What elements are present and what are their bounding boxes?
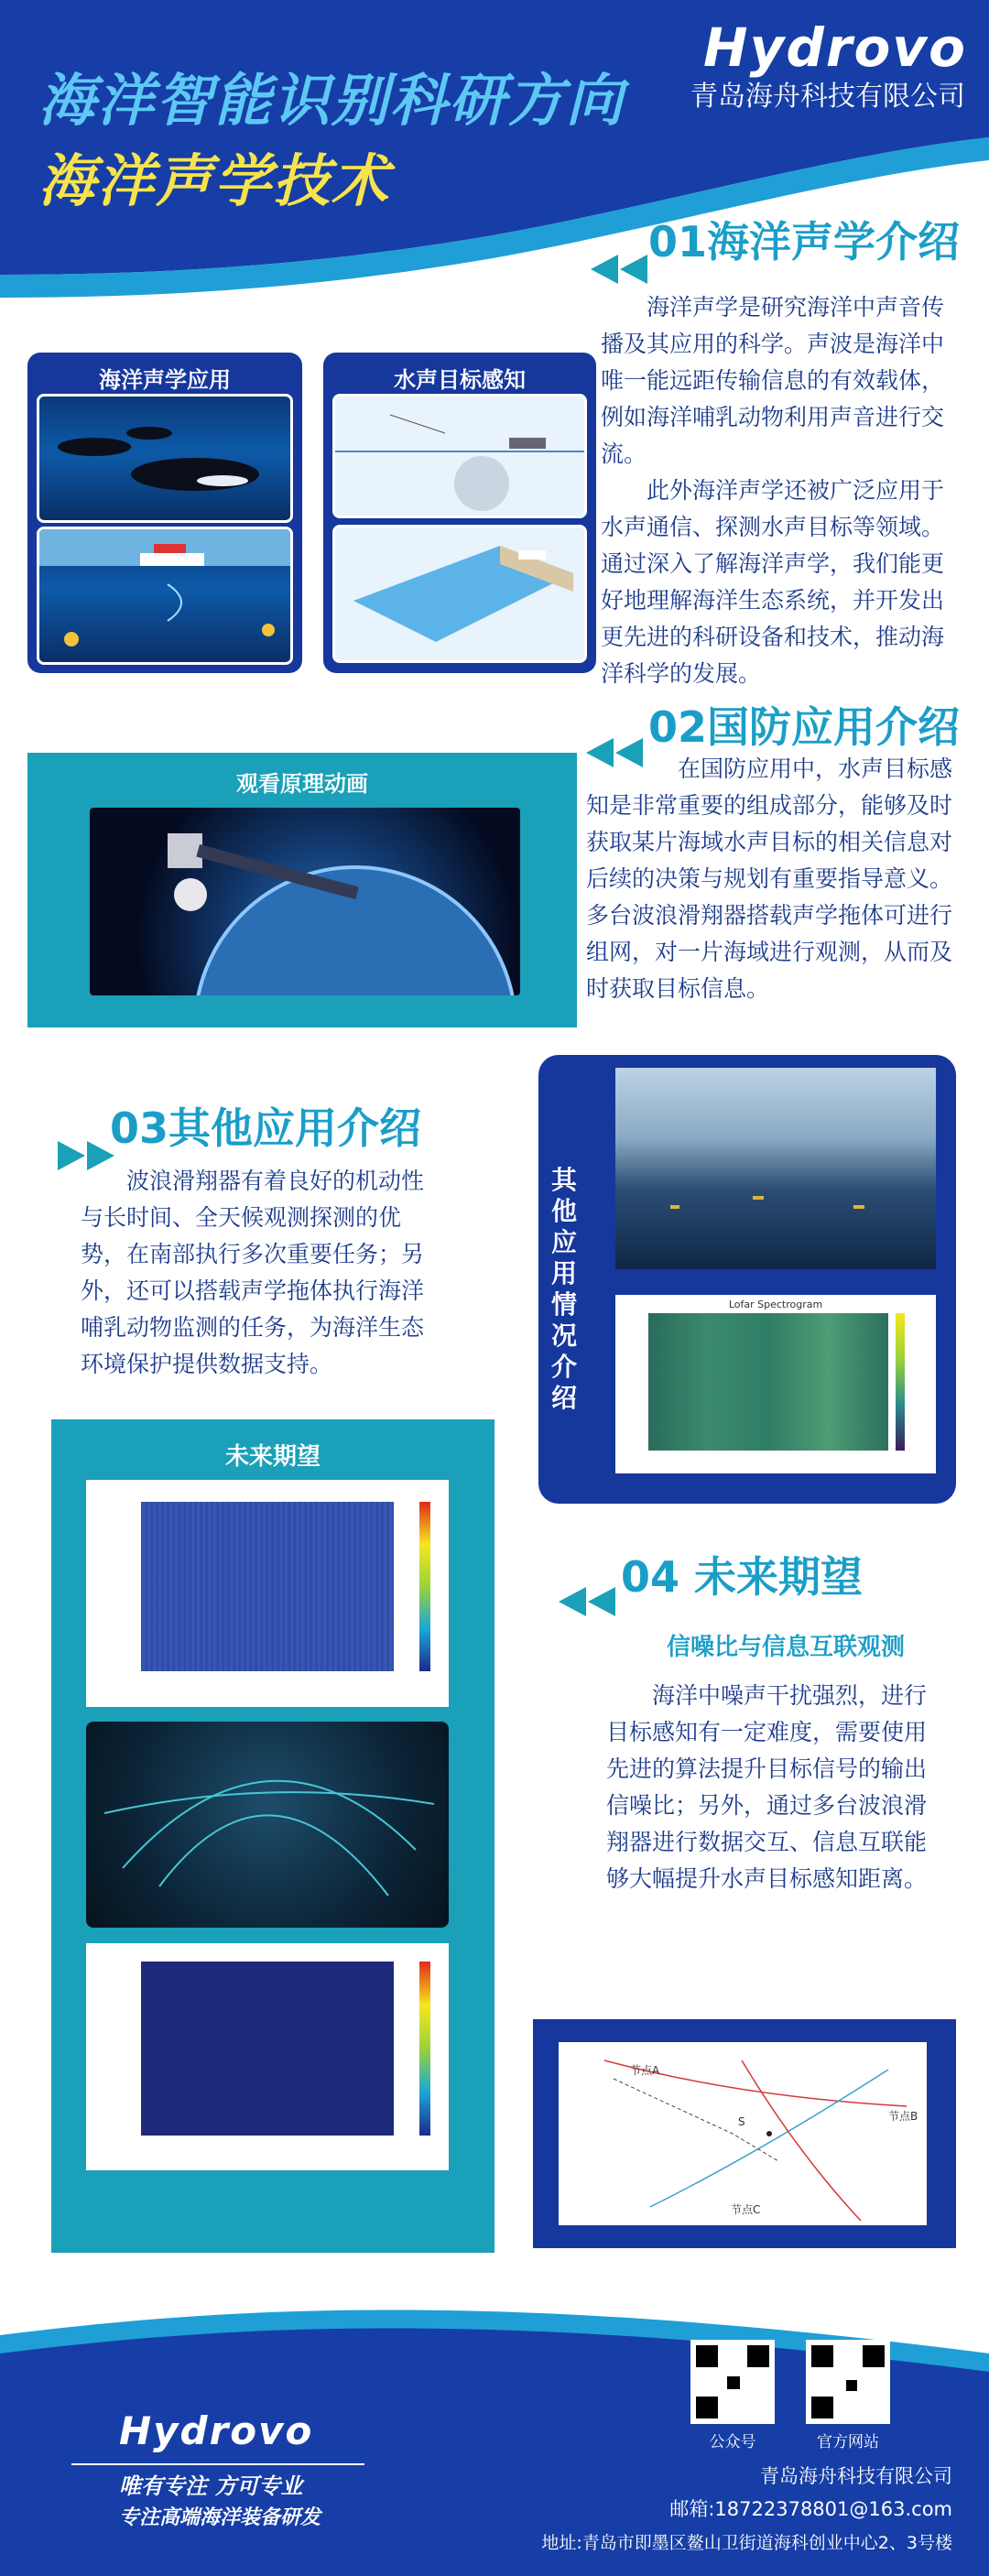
side-title: 其他应用情况介绍 (551, 1165, 578, 1413)
footer-divider (71, 2463, 364, 2465)
qr-label-wechat: 公众号 (709, 2433, 756, 2451)
sub-title: 海洋声学技术 (38, 147, 391, 214)
sensing-diagram-icon (335, 397, 584, 516)
spectrogram-plot (648, 1313, 888, 1451)
lofar-plot (141, 1502, 394, 1671)
section1-paragraph-1: 海洋声学是研究海洋中声音传播及其应用的科学。声波是海洋中唯一能远距传输信息的有效载体，例如海洋哺乳动物利用声音进行交流。 (601, 294, 945, 467)
panel-future (51, 1419, 494, 2253)
qr-code-wechat-icon[interactable] (690, 2340, 775, 2424)
brand-logo: Hydrovo (703, 16, 967, 79)
section2-text (586, 751, 962, 1007)
panel-acoustic-application (27, 353, 302, 673)
footer-email: 邮箱:18722378801@163.com (669, 2498, 952, 2520)
footer-slogan-1: 唯有专注 方可专业 (119, 2473, 303, 2499)
section3-text (81, 1163, 429, 1383)
section2-paragraph: 在国防应用中，水声目标感知是非常重要的组成部分，能够及时获取某片海域水声目标的相关信息对后续的决策与规划有重要指导意义。多台波浪滑翔器搭载声学拖体可进行组网，对一片海域进行观测，从而及时获取目标信息。 (586, 755, 953, 1002)
ship-icon (39, 529, 290, 662)
panel-animation (27, 753, 577, 1027)
main-title: 海洋智能识别科研方向 (38, 67, 625, 134)
satellite-earth-image[interactable] (90, 808, 520, 995)
panel-target-perception (323, 353, 596, 673)
panel-title: 水声目标感知 (394, 367, 526, 393)
colorbar (419, 1962, 430, 2136)
node-diagram-panel (533, 2019, 956, 2248)
section4-paragraph: 海洋中噪声干扰强烈，进行目标感知有一定难度，需要使用先进的算法提升目标信号的输出信噪比；另外，通过多台波浪滑翔器进行数据交互、信息互联能够大幅提升水声目标感知距离。 (606, 1682, 928, 1892)
node-label-c: 节点C (731, 2203, 761, 2216)
seabed-model-icon (335, 527, 584, 660)
gliders-icon (615, 1068, 936, 1269)
section4-text (606, 1678, 936, 1897)
footer-slogan-2: 专注高端海洋装备研发 (119, 2506, 321, 2529)
sensing-diagram-image (332, 394, 587, 518)
lofar-chart-2 (86, 1943, 449, 2170)
orca-image (37, 394, 293, 523)
node-diagram (559, 2042, 927, 2225)
section1-text (601, 289, 960, 692)
colorbar (896, 1313, 905, 1451)
satellite-icon (90, 808, 520, 995)
section2-heading: 02国防应用介绍 (648, 702, 961, 752)
node-lines-icon (559, 2042, 927, 2225)
node-label-a: 节点A (630, 2064, 660, 2077)
company-name: 青岛海舟科技有限公司 (690, 81, 965, 113)
lofar-chart-1 (86, 1480, 449, 1707)
footer-company: 青岛海舟科技有限公司 (760, 2465, 952, 2487)
seabed-model-image (332, 525, 587, 663)
section4-subheading: 信噪比与信息互联观测 (667, 1634, 906, 1661)
qr-label-website: 官方网站 (817, 2433, 879, 2451)
spectrogram-title: Lofar Spectrogram (728, 1299, 823, 1310)
network-image (86, 1722, 449, 1928)
node-label-s: S (738, 2115, 745, 2128)
footer-address: 地址:青岛市即墨区鳌山卫街道海科创业中心2、3号楼 (541, 2533, 952, 2553)
arrow-left-icon (559, 1581, 623, 1622)
section1-paragraph-2: 此外海洋声学还被广泛应用于水声通信、探测水声目标等领域。通过深入了解海洋声学，我们能更好地理解海洋生态系统，并开发出更先进的科研设备和技术，推动海洋科学的发展。 (601, 477, 945, 687)
panel-title: 未来期望 (224, 1443, 321, 1471)
panel-title: 观看原理动画 (236, 771, 368, 797)
colorbar (419, 1502, 430, 1671)
section3-heading: 03其他应用介绍 (110, 1103, 422, 1153)
network-arcs-icon (86, 1722, 449, 1928)
qr-code-website-icon[interactable] (806, 2340, 890, 2424)
footer-brand-logo: Hydrovo (119, 2408, 314, 2453)
ship-underwater-image (37, 527, 293, 665)
node-label-b: 节点B (888, 2110, 918, 2123)
lofar-plot (141, 1962, 394, 2136)
panel-title: 海洋声学应用 (99, 367, 231, 393)
section1-heading: 01海洋声学介绍 (648, 217, 961, 266)
section3-paragraph: 波浪滑翔器有着良好的机动性与长时间、全天候观测探测的优势，在南部执行多次重要任务；另外，还可以搭载声学拖体执行海洋哺乳动物监测的任务，为海洋生态环境保护提供数据支持。 (81, 1168, 425, 1377)
panel-other-applications (538, 1055, 956, 1504)
orca-icon (39, 397, 290, 520)
ocean-gliders-image (615, 1068, 936, 1269)
arrow-left-icon (591, 249, 655, 289)
lofar-spectrogram (615, 1295, 936, 1473)
section4-heading: 04 未来期望 (621, 1552, 864, 1602)
